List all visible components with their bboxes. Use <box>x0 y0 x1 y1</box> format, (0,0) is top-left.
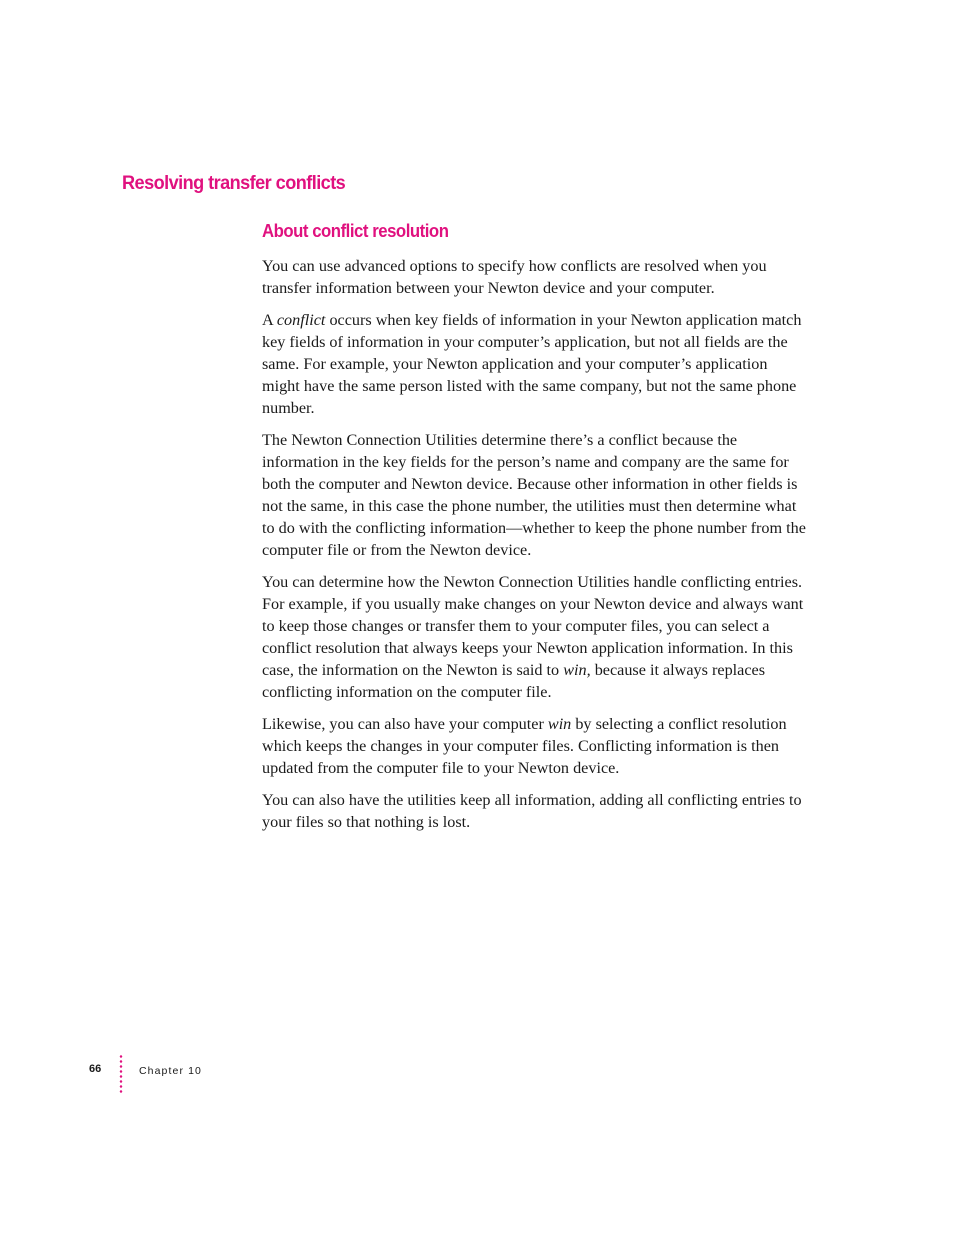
term-conflict: conflict <box>276 311 326 330</box>
paragraph-1: You can use advanced options to specify how conflicts are resolved when you transfer information between your Newton device and your computer. <box>262 257 767 297</box>
paragraph-3: The Newton Connection Utilities determine there’s a conflict because the information in the key fields for the person’s name and company are the same for both the computer and Newton device. Because other information in other fields is not the same, in this case the phone number, the utilities must then determine what to do with the conflicting information—whether to keep the phone number from the computer file or from the Newton device. <box>262 431 806 559</box>
page-number: 66 <box>89 1063 102 1075</box>
term-win: win, <box>563 660 591 679</box>
paragraph-5-start: Likewise, you can also have your computer <box>262 715 548 734</box>
paragraph-5-end: by selecting a conflict resolution which keeps the changes in your computer files. Conflicting information is then updated from the computer file to your Newton device. <box>262 715 787 778</box>
paragraph-4 <box>262 572 807 703</box>
sub-heading: About conflict resolution <box>262 221 449 241</box>
paragraph-6: You can also have the utilities keep all information, adding all conflicting entries to your files so that nothing is lost. <box>262 791 802 832</box>
paragraph-4-start: You can determine how the Newton Connection Utilities handle conflicting entries. For example, if you usually make changes on your Newton device and always want to keep those changes or transfer them to your computer files, you can select a conflict resolution that always keeps your Newton application information. In this case, the information on the Newton is said to <box>262 573 804 679</box>
paragraph-2-end: occurs when key fields of information in your Newton application match key fields of information in your computer’s application, but not all fields are the same. For example, your Newton application and your computer’s application might have the same person listed with the same company, but not the same phone number. <box>262 311 802 417</box>
dotted-divider <box>119 1054 123 1094</box>
paragraph-2 <box>262 310 807 420</box>
chapter-label: Chapter 10 <box>139 1065 202 1077</box>
paragraph-4-end: because it always replaces conflicting information on the computer file. <box>262 660 766 701</box>
body-text <box>262 256 807 845</box>
section-heading: Resolving transfer conflicts <box>122 172 346 194</box>
paragraph-2-start: A <box>262 311 277 330</box>
term-win-computer: win <box>547 715 572 734</box>
paragraph-5 <box>262 714 807 780</box>
